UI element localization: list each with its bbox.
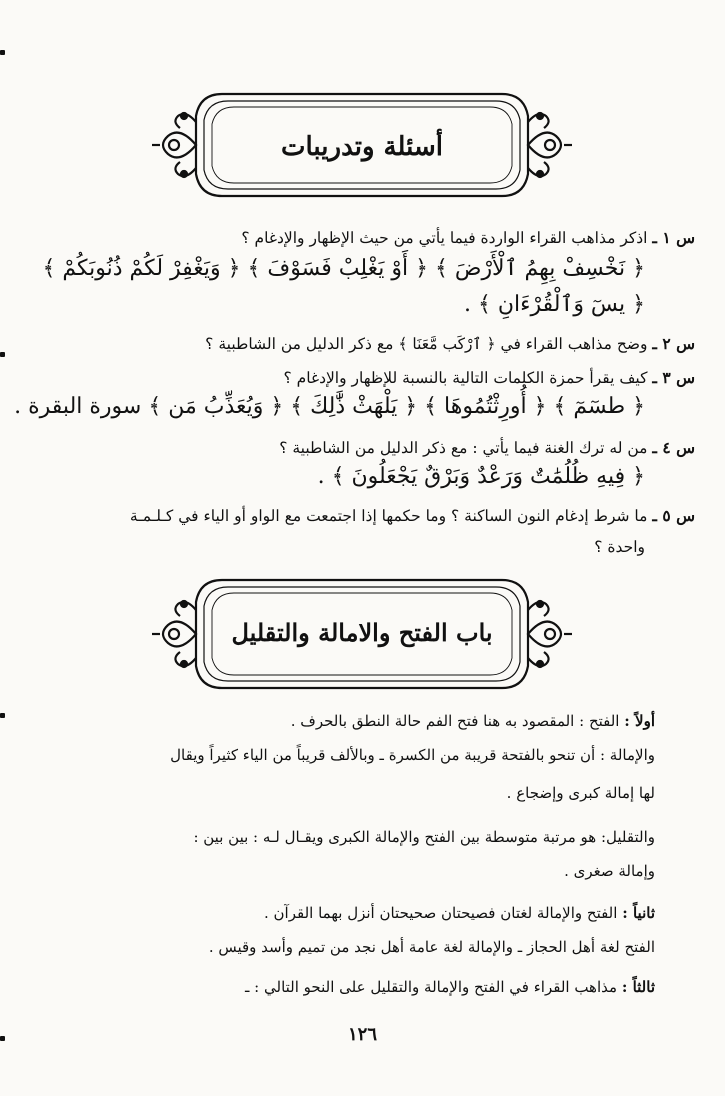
paragraph-5: الفتح لغة أهل الحجاز ـ والإمالة لغة عامة أهل نجد من تميم وأسد وقيس . bbox=[208, 938, 655, 956]
question-1-line-1 bbox=[241, 228, 695, 247]
page-number: ١٢٦ bbox=[347, 1024, 377, 1045]
question-1-verse-1: ﴿ نَخْسِفْ بِهِمُ ٱلْأَرْضَ ﴾ ﴿ أَوْ يَغْلِبْ فَسَوْفَ ﴾ ﴿ وَيَغْفِرْ لَكُمْ ذُنُوبَكُمْ ﴾ bbox=[42, 256, 645, 281]
paragraph-6 bbox=[245, 978, 655, 996]
question-label: س ٣ ـ bbox=[652, 368, 695, 387]
question-text: اذكر مذاهب القراء الواردة فيما يأتي من حيث الإظهار والإدغام ؟ bbox=[241, 229, 648, 247]
section-title: أسئلة وتدريبات bbox=[281, 132, 443, 162]
question-label: س ٤ ـ bbox=[652, 438, 695, 457]
question-text: ما شرط إدغام النون الساكنة ؟ وما حكمها إذا اجتمعت مع الواو أو الياء في كـلـمـة bbox=[129, 507, 648, 525]
paragraph-2-line-2: لها إمالة كبرى وإضجاع . bbox=[506, 784, 655, 802]
question-5-line-1 bbox=[130, 506, 695, 525]
paragraph-2-line-1: والإمالة : أن تنحو بالفتحة قريبة من الكسرة ـ وبالألف قريباً من الياء كثيراً ويقال bbox=[170, 746, 655, 764]
paragraph-text: الفتح والإمالة لغتان فصيحتان صحيحتان أنزل بهما القرآن . bbox=[264, 904, 618, 922]
paragraph-label: أولاً : bbox=[624, 712, 655, 730]
question-5-line-2: واحدة ؟ bbox=[594, 538, 645, 556]
question-2-line-1 bbox=[205, 334, 695, 353]
paragraph-4 bbox=[264, 904, 655, 922]
paragraph-1 bbox=[291, 712, 655, 730]
question-label: س ٥ ـ bbox=[652, 506, 695, 525]
question-label: س ٢ ـ bbox=[652, 334, 695, 353]
question-4-verse-1: ﴿ فِيهِ ظُلُمَٰتٌ وَرَعْدٌ وَبَرْقٌ يَجْعَلُونَ ﴾ . bbox=[317, 464, 645, 489]
paragraph-text: الفتح : المقصود به هنا فتح الفم حالة النطق بالحرف . bbox=[290, 712, 620, 730]
section-title-frame bbox=[150, 572, 574, 696]
question-4-line-1 bbox=[279, 438, 695, 457]
question-text: كيف يقرأ حمزة الكلمات التالية بالنسبة للإظهار والإدغام ؟ bbox=[283, 369, 648, 387]
paragraph-text: مذاهب القراء في الفتح والإمالة والتقليل على النحو التالي : ـ bbox=[245, 978, 618, 996]
binding-mark bbox=[0, 352, 5, 357]
question-text: وضح مذاهب القراء في ﴿ ٱرْكَب مَّعَنَا ﴾ مع ذكر الدليل من الشاطبية ؟ bbox=[205, 335, 648, 353]
binding-mark bbox=[0, 713, 5, 718]
question-label: س ١ ـ bbox=[652, 228, 695, 247]
question-3-line-1 bbox=[283, 368, 695, 387]
section-title: باب الفتح والامالة والتقليل bbox=[231, 618, 493, 647]
binding-mark bbox=[0, 50, 5, 55]
paragraph-label: ثالثاً : bbox=[621, 978, 655, 996]
question-3-verse-1: ﴿ طسٓمٓ ﴾ ﴿ أُورِثْتُمُوهَا ﴾ ﴿ يَلْهَثْ ذَّٰلِكَ ﴾ ﴿ وَيُعَذِّبُ مَن ﴾ سورة البقرة . bbox=[14, 394, 645, 419]
section-title-frame bbox=[150, 86, 574, 204]
paragraph-3-line-1: والتقليل: هو مرتبة متوسطة بين الفتح والإمالة الكبرى ويقـال لـه : بين بين : bbox=[193, 828, 655, 846]
question-1-verse-2: ﴿ يسٓ وَٱلْقُرْءَانِ ﴾ . bbox=[463, 292, 645, 317]
paragraph-label: ثانياً : bbox=[622, 904, 655, 922]
question-text: من له ترك الغنة فيما يأتي : مع ذكر الدليل من الشاطبية ؟ bbox=[279, 439, 648, 457]
paragraph-3-line-2: وإمالة صغرى . bbox=[564, 862, 655, 880]
